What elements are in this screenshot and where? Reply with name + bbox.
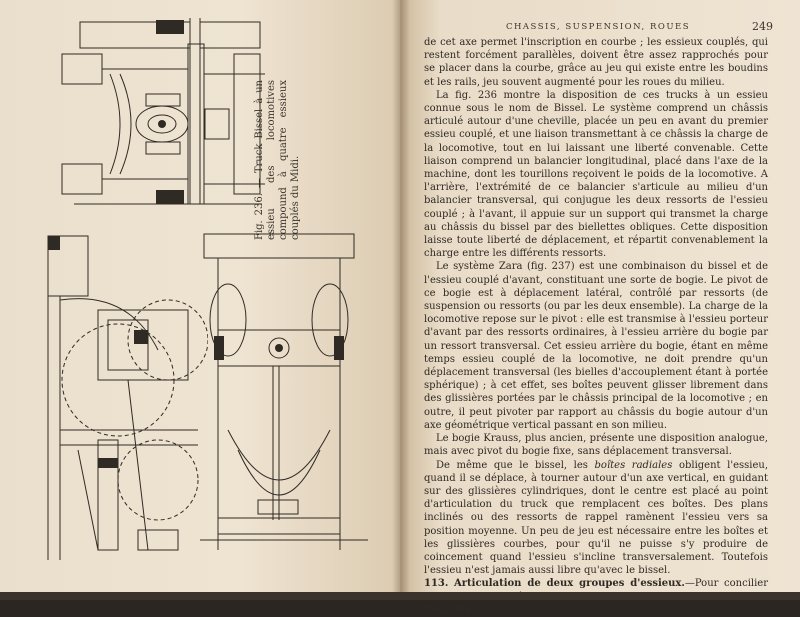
section-title: Articulation de deux groupes d'essieux. [454,578,685,590]
page-bottom-edge [0,592,800,600]
radial-continued: quand il se déplace, à tourner autour d'un axe vertical, en guidant sur des glissières cylindriques, dont le centre est placé au point d'articulation du truck que remplacent ces boîtes. Des plans inclinés ou des ressorts de rappel ramènent l'essieu vers sa position moyenne. Un peu de jeu est nécessaire entre les boîtes et les glissières courbes, pour qu'il ne puisse s'y produire de coincement quand l'essieu s'incline transversalement. Toutefois l'essieu n'est jamais aussi libre qu'avec le bissel. [424,472,768,577]
locomotive-elevation-drawing [38,230,208,570]
paragraph: de cet axe permet l'inscription en courbe ; les essieux couplés, qui restent forcément parallèles, doivent être assez rapprochés pour se placer dans la courbe, grâce au jeu qui existe entre les boudins et les rails, jeu souvent augmenté pour les roues du milieu. [424,37,768,88]
paragraph: La fig. 236 montre la disposition de ces trucks à un essieu connue sous le nom de Bissel. Le système comprend un châssis articulé autour d'une cheville, placée un peu en avant du premier essieu couplé, et une liaison transmettant à ce châssis la charge de la locomotive, tout en lui laissant une liberté convenable. Cette liaison comprend un balancier longitudinal, placé dans l'axe de la machine, dont les tourillons reçoivent le poids de la locomotive. A l'arrière, l'extrémité de ce balancier s'articule au milieu d'un balancier transversal, qui conjugue les deux ressorts de l'essieu couplé ; à l'avant, il appuie sur un support qui transmet la charge au châssis du bissel par des biellettes obliques. Cette disposition laisse toute liberté de déplacement, et répartit convenablement la charge entre les différents ressorts. [424,89,768,260]
bogie-plan-drawing [198,230,376,560]
radial-intro: De même que le bissel, les [436,459,588,471]
paragraph-radial [424,459,768,578]
body-text [424,36,768,617]
page-number: 249 [752,20,773,33]
section-text: —Pour concilier flexibilité [424,578,769,616]
paragraph: Le système Zara (fig. 237) est une combinaison du bissel et de l'essieu couplé d'avant, constituant une sorte de bogie. Le pivot de ce bogie est à déplacement latéral, contrôlé par ressorts (de suspension ou ressorts (ou par les deux ensemble). La charge de la locomotive repose sur le pivot : elle est transmise à l'essieu porteur d'avant par des ressorts ordinaires, à l'essieu arrière du bogie par un ressort transversal. Cet essieu arrière du bogie, étant en même temps essieu couplé de la locomotive, ne doit prendre qu'un déplacement transversal (les bielles d'accouplement étant à portée sphérique) ; à cet effet, ses boîtes peuvent glisser librement dans des glissières portées par le châssis principal de la locomotive ; en outre, il peut pivoter par rapport au châssis du bogie autour d'un axe géométrique vertical passant en son milieu. [424,261,768,431]
radial-term: boîtes radiales [594,459,673,471]
figure-caption: Fig. 236. — Truck Bissel à un essieu des locomotives compound à quatre essieux couplés du Midi. [254,80,301,240]
book-gutter [392,0,410,600]
truck-plan-drawing [50,14,280,210]
running-head: CHASSIS, SUSPENSION, ROUES [506,22,691,32]
left-page [0,0,400,600]
section-number: 113. [424,578,449,590]
radial-after: obligent l'essieu, [678,459,768,471]
paragraph: Le bogie Krauss, plus ancien, présente une disposition analogue, mais avec pivot du bogie fixe, sans déplacement transversal. [424,433,768,458]
